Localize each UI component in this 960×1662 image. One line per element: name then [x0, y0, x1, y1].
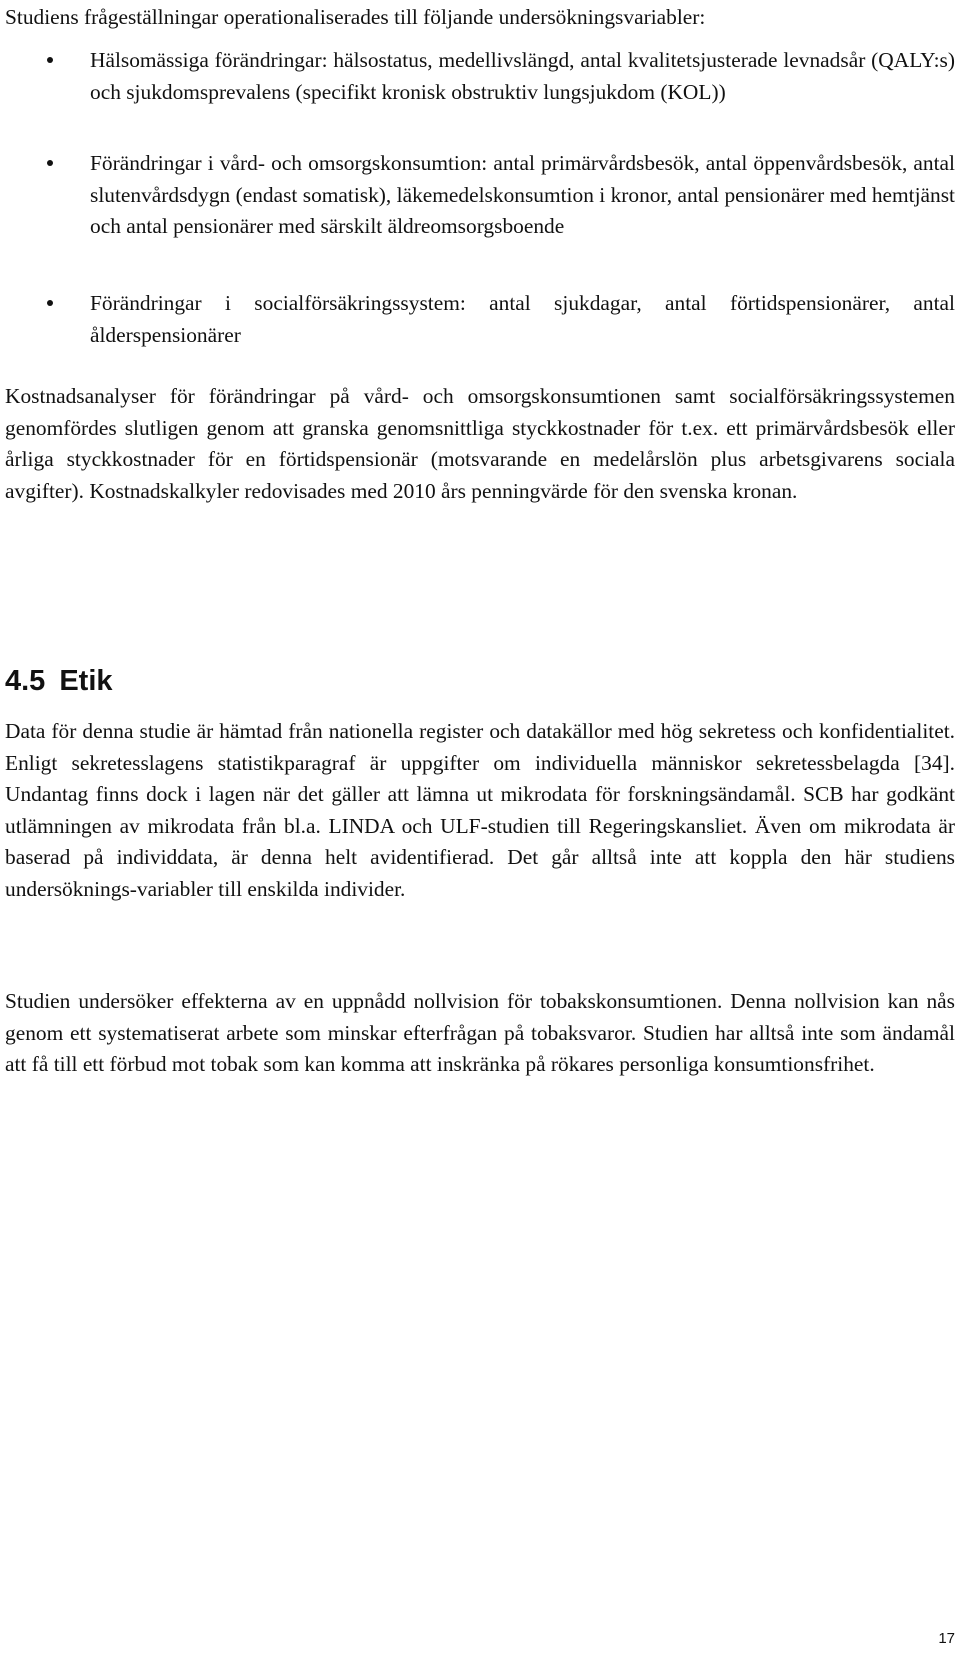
- ethics-paragraph-1: Data för denna studie är hämtad från nationella register och datakällor med hög sekretess och konfidentialitet. Enligt sekretesslagens statistikparagraf är uppgifter om individuella människor sekretessbelagda [34]. Undantag finns dock i lagen när det gäller att lämna ut mikrodata för forskningsändamål. SCB har godkänt utlämningen av mikrodata från bl.a. LINDA och ULF-studien till Regeringskansliet. Även om mikrodata är baserad på individdata, är denna helt avidentifierad. Det går alltså inte att koppla den här studiens undersöknings-variabler till enskilda individer.: [5, 719, 955, 901]
- cost-analysis-paragraph: Kostnadsanalyser för förändringar på vård- och omsorgskonsumtionen samt socialförsäkringssystemen genomfördes slutligen genom att granska genomsnittliga styckkostnader för t.ex. ett primärvårdsbesök eller årliga styckkostnader för en förtidspensionär (motsvarande en medelårslön plus arbetsgivarens sociala avgifter). Kostnadskalkyler redovisades med 2010 års penningvärde för den svenska kronan.: [5, 384, 955, 503]
- section-number: 4.5: [5, 665, 46, 697]
- intro-paragraph: Studiens frågeställningar operationaliserades till följande undersökningsvariabler:: [5, 5, 706, 29]
- section-heading: [5, 663, 113, 699]
- list-item-text: Förändringar i vård- och omsorgskonsumtion: antal primärvårdsbesök, antal öppenvårdsbesök, antal slutenvårdsdygn (endast somatisk), läkemedelskonsumtion i kronor, antal pensionärer med hemtjänst och antal pensionärer med särskilt äldreomsorgsboende: [90, 151, 955, 239]
- bullet-icon: [47, 300, 53, 306]
- section-title: Etik: [59, 665, 113, 697]
- list-item-text: Hälsomässiga förändringar: hälsostatus, medellivslängd, antal kvalitetsjusterade levnadsår (QALY:s) och sjukdomsprevalens (specifikt kronisk obstruktiv lungsjukdom (KOL)): [90, 48, 955, 104]
- bullet-icon: [47, 57, 53, 63]
- ethics-paragraph-2: Studien undersöker effekterna av en uppnådd nollvision för tobakskonsumtionen. Denna nollvision kan nås genom ett systematiserat arbete som minskar efterfrågan på tobaksvaror. Studien har alltså inte som ändamål att få till ett förbud mot tobak som kan komma att inskränka på rökares personliga konsumtionsfrihet.: [5, 989, 955, 1077]
- page-number: 17: [938, 1630, 955, 1647]
- bullet-icon: [47, 160, 53, 166]
- list-item-text: Förändringar i socialförsäkringssystem: antal sjukdagar, antal förtidspensionärer, antal ålderspensionärer: [90, 291, 955, 347]
